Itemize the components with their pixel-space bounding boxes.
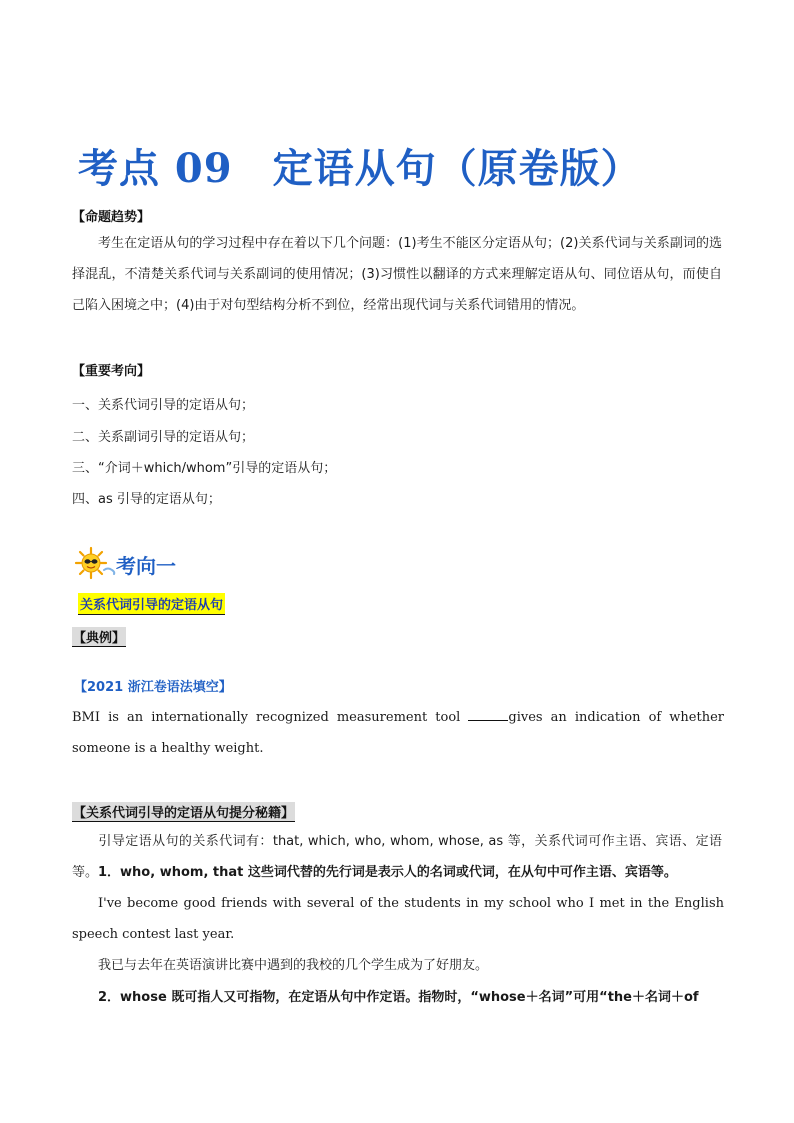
point-1 (72, 857, 722, 888)
sun-icon (74, 546, 116, 580)
page-title (78, 137, 642, 194)
question-text-start: BMI is an internationally recognized measurement tool (72, 710, 469, 725)
directions-label: 【重要考向】 (72, 364, 151, 379)
tips-intro-text: 引导定语从句的关系代词有：that, which, who, whom, whose, as 等，关系代词可作主语、宾语、定语等。 (72, 834, 722, 880)
example-label: 【典例】 (72, 627, 126, 647)
point-1-text: 1．who, whom, that 这些词代替的先行词是表示人的名词或代词，在从句中可作主语、宾语等。 (98, 865, 677, 880)
direction-item-1: 一、关系代词引导的定语从句； (72, 398, 255, 413)
trend-label: 【命题趋势】 (72, 210, 151, 225)
example-1-chinese (72, 950, 722, 981)
direction-item-3: 三、“介词＋which/whom”引导的定语从句； (72, 461, 337, 476)
direction-one-title: 考向一 (116, 554, 176, 578)
tips-label: 【关系代词引导的定语从句提分秘籍】 (72, 802, 295, 822)
answer-blank[interactable] (468, 708, 508, 721)
topic-highlight: 关系代词引导的定语从句 (78, 593, 225, 615)
example-question (72, 702, 724, 764)
question-text-end: gives an indication of whether someone is a healthy weight. (72, 710, 724, 756)
example-1-english-text: I've become good friends with several of the students in my school who I met in the English speech contest last year. (72, 896, 724, 942)
point-2 (72, 982, 722, 1013)
trend-text: 考生在定语从句的学习过程中存在着以下几个问题：(1)考生不能区分定语从句；(2)关系代词与关系副词的选择混乱，不清楚关系代词与关系副词的使用情况；(3)习惯性以翻译的方式来理解定语从句、同位语从句，而使自己陷入困境之中；(4)由于对句型结构分析不到位，经常出现代词与关系代词错用的情况。 (72, 236, 722, 313)
example-1-english (72, 888, 724, 950)
direction-item-4: 四、as 引导的定语从句； (72, 492, 221, 507)
title-topic-name: 定语从句（原卷版） (272, 145, 642, 192)
point-2-text: 2．whose 既可指人又可指物，在定语从句中作定语。指物时，“whose＋名词”可用“the＋名词＋of (98, 990, 699, 1005)
title-topic-number: 考点 09 (78, 145, 233, 192)
direction-item-2: 二、关系副词引导的定语从句； (72, 430, 255, 445)
exam-source-tag: 【2021 浙江卷语法填空】 (74, 680, 232, 695)
example-1-chinese-text: 我已与去年在英语演讲比赛中遇到的我校的几个学生成为了好朋友。 (98, 958, 489, 973)
trend-paragraph (72, 228, 722, 321)
